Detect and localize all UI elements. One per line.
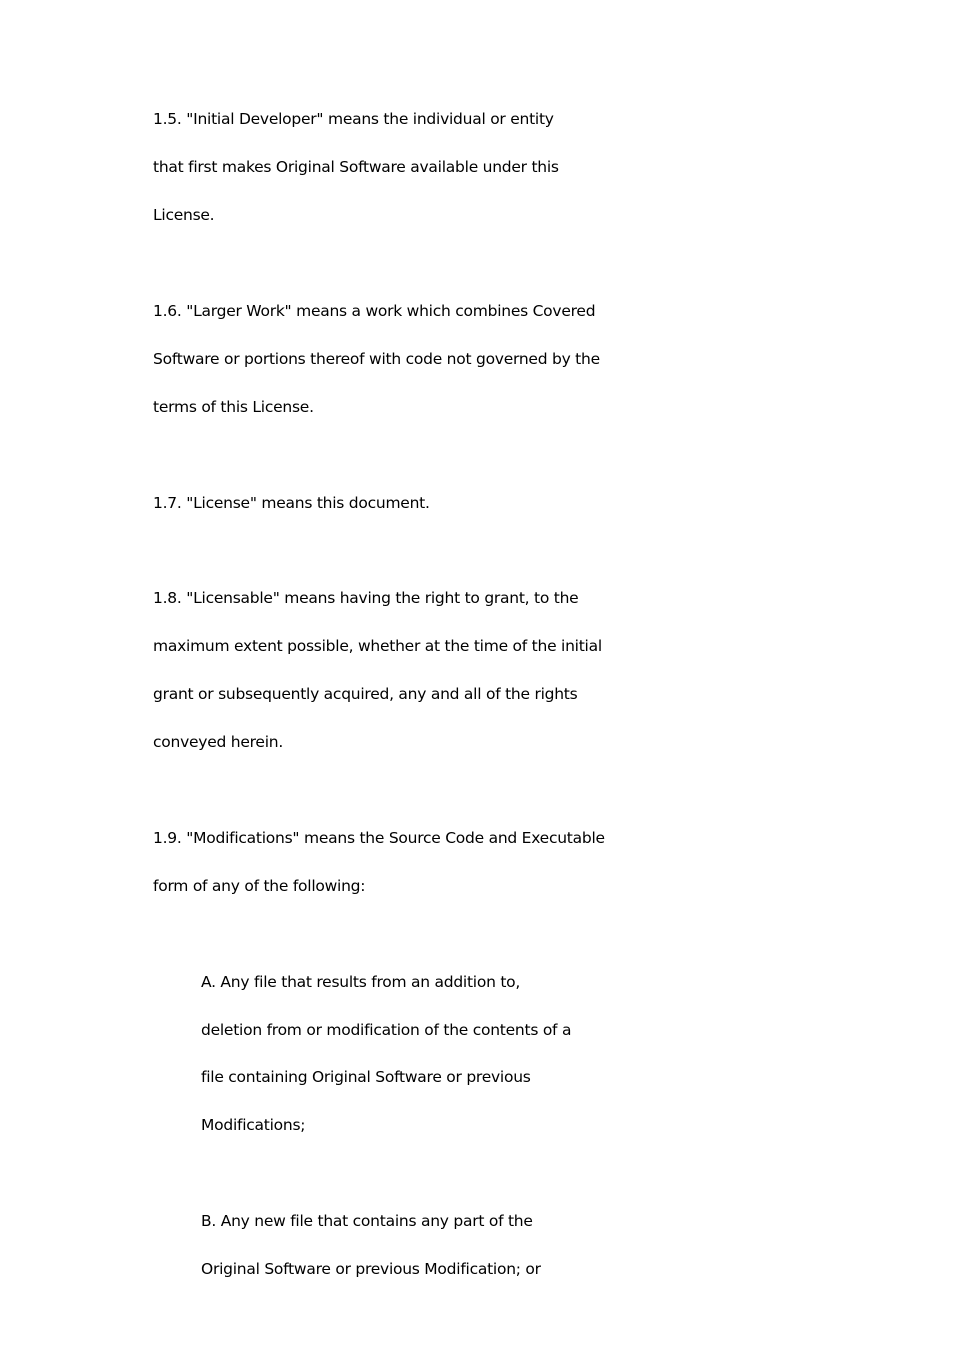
text-line: terms of this License.	[153, 398, 314, 416]
text-line: that first makes Original Software available under this	[153, 158, 559, 176]
text-line: Modifications;	[201, 1116, 306, 1134]
text-line: 1.8. "Licensable" means having the right to grant, to the	[153, 589, 579, 607]
text-line: Original Software or previous Modification; or	[201, 1260, 541, 1278]
text-line: deletion from or modification of the contents of a	[201, 1021, 572, 1039]
text-line: A. Any file that results from an addition to,	[201, 973, 521, 991]
text-line: 1.6. "Larger Work" means a work which combines Covered	[153, 302, 596, 320]
text-line: B. Any new file that contains any part of the	[201, 1212, 533, 1230]
text-line: form of any of the following:	[153, 877, 366, 895]
text-line: 1.9. "Modifications" means the Source Code and Executable	[153, 829, 605, 847]
text-line: grant or subsequently acquired, any and all of the rights	[153, 685, 578, 703]
text-line: conveyed herein.	[153, 733, 283, 751]
text-line: License.	[153, 206, 215, 224]
text-line: file containing Original Software or previous	[201, 1068, 531, 1086]
text-line: 1.5. "Initial Developer" means the individual or entity	[153, 110, 554, 128]
text-line: Software or portions thereof with code not governed by the	[153, 350, 600, 368]
text-line: 1.7. "License" means this document.	[153, 494, 430, 512]
text-line: maximum extent possible, whether at the time of the initial	[153, 637, 602, 655]
